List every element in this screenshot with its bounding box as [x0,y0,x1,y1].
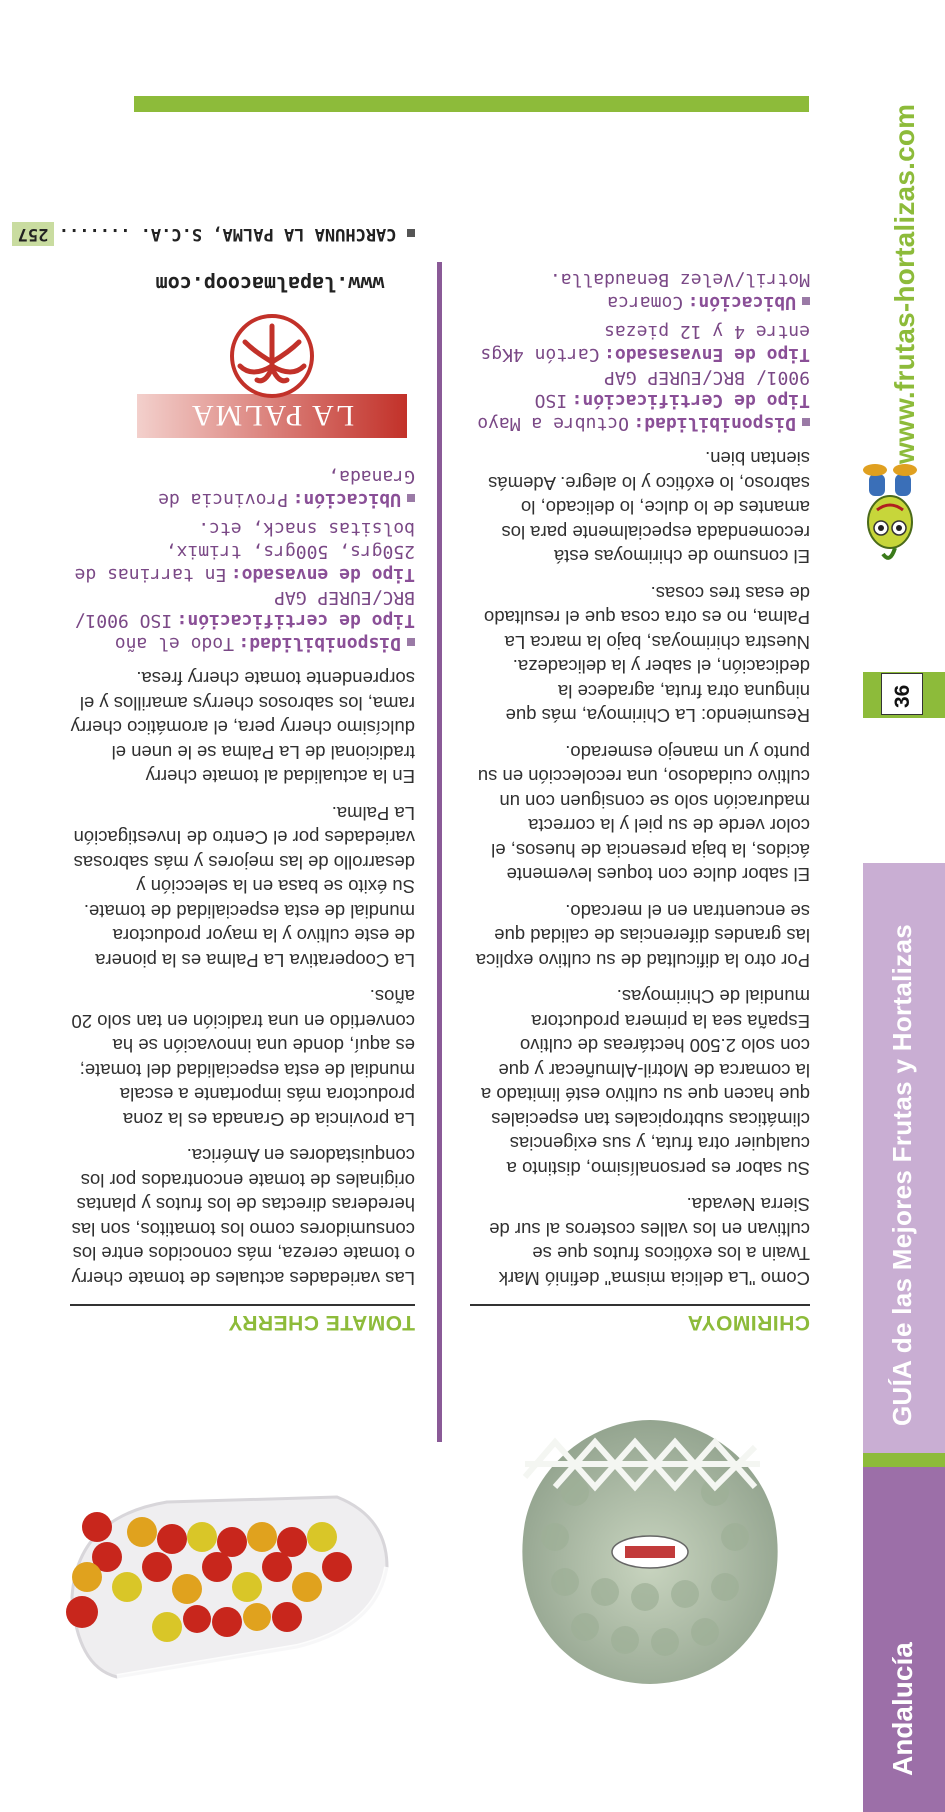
chirimoya-paragraph: Por otro la dificultad de su cultivo explica las grandes diferencias de calidad que se encuentran en el mercado. [475,901,810,971]
spec-value: Todo el año [114,633,234,654]
tomate-spec [70,631,415,654]
chirimoya-paragraph: Resumiendo: La Chirimoya, más que ninguna otra fruta, agradece la dedicación, el saber y la delicadeza. Nuestra chirimoyas, bajo la marca La Palma, no es otra cosa que el resultado de esas tres cosas. [484,583,810,727]
spec-label: Ubicación: [292,489,401,510]
spec-label: Tipo de certificación: [176,610,415,631]
band-divider-green [863,1453,945,1467]
company-entry [17,222,415,246]
tomate-rule [70,1304,415,1306]
guide-title: GUÍA de las Mejores Frutas y Hortalizas [887,923,917,1426]
spec-label: Tipo de Envasasado: [604,344,810,365]
spec-value: En tarrinas de 250grs, 500grs, trimix, bolsitas snack, etc. [74,518,415,585]
spec-label: Tipo de Certificación: [571,390,810,411]
spec-label: Ubicación: [687,292,796,313]
chirimoya-image [485,1402,815,1702]
company-index-badge [12,222,55,246]
tomate-paragraph: La Cooperativa La Palma es la pionera de este cultivo y la mayor productora mundial de esta especialidad de tomate. Su éxito se basa en la selección y desarrollo de las mejores y más sabrosas variedades por el Centro de Investigación La Palma. [73,803,415,971]
spec-value: Provincia de Granada, [158,466,415,510]
company-index-number: 257 [17,224,49,244]
chirimoya-spec [470,319,810,365]
page-number: 36 [891,684,914,708]
tomate-body [17,222,415,1290]
company-name: CARCHUNA LA PALMA, S.C.A. ....... [58,224,397,244]
spec-value: ISO 9001/ BRC/EUREP GAP [74,587,415,631]
chirimoya-spec [470,365,810,411]
region-label: Andalucía [887,1642,918,1776]
spec-value: Octubre a Mayo [477,413,629,434]
bullet-square [407,229,415,237]
tomate-spec [70,464,415,510]
chirimoya-paragraph: El sabor dulce con toques levemente ácidos, la baja presencia de huesos, el color verde de su piel y la correcta maduración solo se consiguen con un cultivo cuidadoso, una recolección en su punto y un manejo esmerado. [477,742,810,886]
tomate-spec [70,516,415,585]
bullet-square [802,418,810,426]
chirimoya-paragraph: Su sabor es personalísimo, distinto a cualquier otra fruta, y sus exigencias climáticas subtropicales tan especiales que hacen que su cultivo esté limitado a la comarca de Motril-Almuñecar y que con solo 2.500 hectáreas de cultivo España sea la primera productora mundial de Chirimoyas. [480,986,810,1179]
bullet-square [802,297,810,305]
column-divider [437,262,442,1442]
bullet-square [407,494,415,502]
chirimoya-title: CHIRIMOYA [687,1311,810,1334]
spec-label: Tipo de envasado: [230,564,415,585]
tomate-title: TOMATE CHERRY [228,1311,415,1334]
tomate-paragraph: En la actualidad al tomate cherry tradicional de La Palma se le unen el dulcísimo cherry pera, el aromático cherry rama, los sabrosos cherrys amarillos y el sorprendente tomate cherry fresa. [70,668,415,788]
bullet-square [407,638,415,646]
spec-value: ISO 9001/ BRC/EUREP GAP [534,367,810,411]
chirimoya-rule [470,1304,810,1306]
chirimoya-spec [470,411,810,434]
la-palma-logo [137,310,407,438]
tomate-spec [70,585,415,631]
company-website: www.lapalmacoop.com [155,272,385,296]
spec-value: Comarca Motril/Velez Benaudalla. [549,269,810,313]
tomate-image [37,1477,417,1717]
tomate-paragraph: Las variedades actuales de tomate cherry o tomate cereza, más conocidos entre los consumidores como los tomatitos, son las herederas directas de los frutos y plantas originales de tomate encontrados por los conquistadores en América. [71,1145,415,1289]
green-rule [134,96,809,112]
chirimoya-paragraph: Como "La delicia misma" definió Mark Twain a los exóticos frutos que se cultivan en los valles costeros al sur de Sierra Nevada. [489,1194,810,1289]
chirimoya-body [470,267,810,1290]
chirimoya-spec [470,267,810,313]
tomate-paragraph: La provincia de Granada es la zona productora más importante a escala mundial de esta especialidad del tomate; es aquí, donde una innovación se ha convertido en una tradición en tan solo 20 años. [71,986,415,1130]
spec-label: Disponibilidad: [633,413,796,434]
mascot-illustration [855,462,925,572]
spec-value: Cartón 4Kgs entre 4 y 12 piezas [480,321,810,365]
la-palma-logo-text: LA PALMA [189,399,355,432]
spec-label: Disponibilidad: [238,633,401,654]
guide-website: www.frutas-hortalizas.com [889,103,920,464]
chirimoya-paragraph: El consumo de chirimoyas está recomendada especialmente para los amantes de lo dulce, lo delicado, lo sabroso, lo exótico y lo alegre. Además sientan bien. [488,448,810,568]
